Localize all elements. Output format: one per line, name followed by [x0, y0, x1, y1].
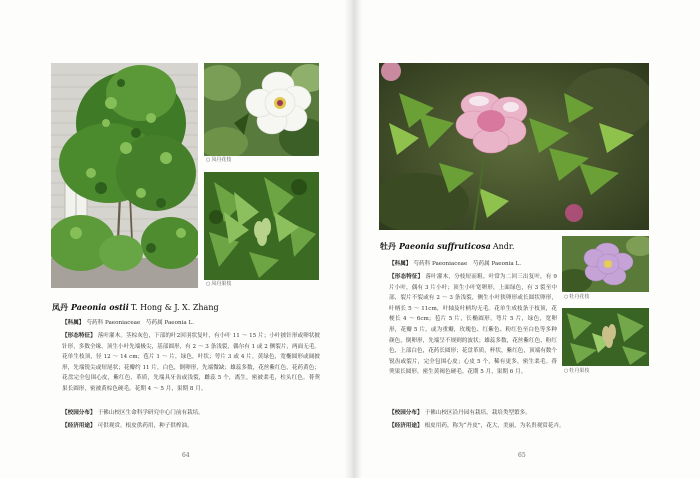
mudan-morphology — [389, 272, 557, 378]
fengdan-fruit-photo — [204, 172, 319, 280]
mudan-fruit-photo — [562, 308, 649, 366]
fengdan-morphology — [62, 331, 320, 395]
morphology-text: 落叶灌木。茎棕灰色，下部的叶2回羽状复叶，有小叶 11 ～ 15 片；小叶披针形或卵状披针形，多数全缘，顶生小叶先端极尖，基部圆形，有 2 ～ 3 条浅裂，偶尔有 1 或 2 侧裂片，两面无毛。花单生枝顶，径 12 ～ 14 cm；苞片 1 ～ 片，绿色，叶状；萼片 3 或 4 片，黄绿色，宽椭圆形或阔披形，先端锐尖或短尾状；花瓣约 11 片，白色，倒卵形，先端微缺；雄蕊多数，花丝紫红色，花药黄色；花盘完全包围心皮，紫红色，革质，先端具牙齿或浅裂，雌蕊 5 个，离生，密被柔毛，柱头红色。蓇葖果长圆形，密被黄棕色硬毛。花期 4 ～ 5 月，果期 8 月。 — [62, 333, 320, 392]
species-author: T. Hong & J. X. Zhang — [130, 303, 219, 312]
uses-text: 根皮用药，称为“丹皮”，花大，美丽，为名贵观赏花卉。 — [424, 423, 565, 429]
fengdan-fruit-caption: ○ 凤丹果枝 — [206, 281, 231, 288]
species-latin-name: Paeonia suffruticosa — [399, 241, 491, 251]
mudan-main-photo — [379, 63, 649, 230]
fengdan-flower-caption: ○ 凤丹花枝 — [206, 157, 231, 164]
species-author: Andr. — [492, 242, 515, 251]
fengdan-species-title — [52, 302, 219, 313]
uses-text: 可供观赏。根皮供药用，种子供榨油。 — [97, 423, 193, 429]
morphology-text: 落叶灌木，分枝短而粗。叶常为二回三出复叶，有 9 片小叶，偶有 3 片小叶；顶生小叶宽卵形，上面绿色，有 3 裂至中部，裂片不裂或有 2 ～ 3 条浅裂，侧生小叶狭卵形或长圆状卵形，叶柄长 5 ～ 11cm，叶轴及叶柄均无毛。花单生成枝条于枝顶，花梗长 4 ～ 6cm；苞片 5 片，长椭圆形，萼片 5 片，绿色，宽卵形，花瓣 5 片，或为重瓣，玫瑰色、红紫色、粉红色至白色等多种颜色，倒卵形，先端呈不规则的波状；雄蕊多数，花丝紫红色、粉红色，上部白色，花药长圆形；花盘革质，杯状，紫红色，顶端有数个锐齿或裂片，完全包围心皮；心皮 5 个，稀有更多，密生柔毛。蓇葖果长圆形，密生黄褐色硬毛。花期 5 月，果期 6 月。 — [389, 274, 557, 376]
distribution-text: 于佛山校区生命科学研究中心门前有栽培。 — [97, 410, 204, 416]
morphology-tag: 【形态特征】 — [62, 333, 96, 339]
distribution-tag: 【校园分布】 — [389, 410, 423, 416]
mudan-distribution — [389, 408, 647, 419]
taxonomy-tag: 【科属】 — [389, 261, 412, 267]
fengdan-uses — [62, 421, 320, 432]
taxonomy-text: 芍药科 Paeoniaceae 芍药属 Paeonia L. — [86, 320, 194, 326]
distribution-tag: 【校园分布】 — [62, 410, 96, 416]
uses-tag: 【经济用途】 — [389, 423, 423, 429]
fengdan-shrub-photo — [51, 63, 198, 288]
distribution-text: 于佛山校区沿丹园有栽培，栽培类型繁多。 — [424, 410, 531, 416]
taxonomy-tag: 【科属】 — [62, 320, 85, 326]
mudan-flower-caption: ○ 牡丹花枝 — [564, 294, 589, 301]
left-page-number: 64 — [182, 452, 190, 459]
species-chinese-name: 牡丹 — [380, 241, 396, 251]
species-chinese-name: 凤丹 — [52, 302, 68, 312]
mudan-flower-photo — [562, 236, 649, 292]
morphology-tag: 【形态特征】 — [389, 274, 424, 280]
taxonomy-text: 芍药科 Paeoniaceae 芍药属 Paeonia L. — [413, 261, 521, 267]
page-gutter — [344, 0, 362, 478]
right-page-number: 65 — [518, 452, 526, 459]
mudan-uses — [389, 421, 647, 432]
species-latin-name: Paeonia ostii — [71, 302, 129, 312]
fengdan-flower-photo — [204, 63, 319, 156]
mudan-fruit-caption: ○ 牡丹果枝 — [564, 368, 589, 375]
fengdan-taxonomy — [62, 318, 320, 329]
fengdan-distribution — [62, 408, 320, 419]
mudan-taxonomy — [389, 259, 557, 270]
uses-tag: 【经济用途】 — [62, 423, 96, 429]
mudan-species-title — [380, 241, 514, 252]
